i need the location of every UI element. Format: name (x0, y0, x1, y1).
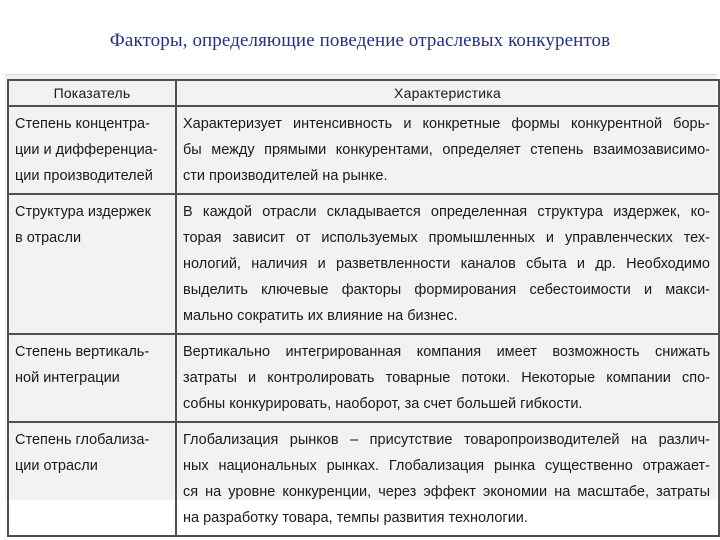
indicator-line: ции отрасли (15, 458, 98, 474)
characteristic-line: выделить ключевые факторы формирования себестоимости и макси- (183, 282, 710, 298)
characteristic-line: на разработку товара, темпы развития технологии. (183, 510, 528, 526)
factors-table (7, 79, 720, 537)
characteristic-line: Глобализация рынков – присутствие товаропроизводителей на различ- (183, 432, 710, 448)
characteristic-line: собны конкурировать, наоборот, за счет большей гибкости. (183, 396, 583, 412)
characteristic-line: мально сократить их влияние на бизнес. (183, 308, 458, 324)
characteristic-line: бы между прямыми конкурентами, определяет степень взаимозависимо- (183, 142, 710, 158)
characteristic-cell (176, 106, 719, 194)
table-row-globalization (8, 422, 719, 536)
characteristic-line: затраты и контролировать товарные потоки. Некоторые компании спо- (183, 370, 710, 386)
indicator-line: Степень глобализа- (15, 432, 150, 448)
characteristic-line: сти производителей на рынке. (183, 168, 388, 184)
indicator-line: Структура издержек (15, 204, 151, 220)
characteristic-line: ных национальных рынках. Глобализация рынка существенно отражает- (183, 458, 710, 474)
indicator-line: Степень вертикаль- (15, 344, 150, 360)
indicator-line: ции производителей (15, 168, 153, 184)
indicator-cell (8, 422, 176, 536)
characteristic-cell (176, 334, 719, 422)
table-row-cost-structure (8, 194, 719, 334)
indicator-cell (8, 106, 176, 194)
characteristic-line: ся на уровне конкуренции, через эффект экономии на масштабе, затраты (183, 484, 710, 500)
characteristic-cell (176, 194, 719, 334)
table-row-concentration (8, 106, 719, 194)
indicator-line: Степень концентра- (15, 116, 150, 132)
slide-title: Факторы, определяющие поведение отраслевых конкурентов (109, 30, 611, 51)
indicator-line: ции и дифференциа- (15, 142, 158, 158)
characteristic-line: Характеризует интенсивность и конкретные формы конкурентной борь- (183, 116, 710, 132)
characteristic-line: Вертикально интегрированная компания имеет возможность снижать (183, 344, 710, 360)
indicator-cell (8, 334, 176, 422)
characteristic-line: нологий, наличия и разветвленности каналов сбыта и др. Необходимо (183, 256, 710, 272)
header-characteristic: Характеристика (176, 80, 719, 106)
indicator-cell (8, 194, 176, 334)
table-row-vertical-integration (8, 334, 719, 422)
indicator-line: ной интеграции (15, 370, 120, 386)
characteristic-line: торая зависит от используемых промышленных и управленческих тех- (183, 230, 710, 246)
header-indicator: Показатель (8, 80, 176, 106)
table-header-row (8, 80, 719, 106)
characteristic-line: В каждой отрасли складывается определенная структура издержек, ко- (183, 204, 710, 220)
indicator-line: в отрасли (15, 230, 82, 246)
characteristic-cell (176, 422, 719, 536)
